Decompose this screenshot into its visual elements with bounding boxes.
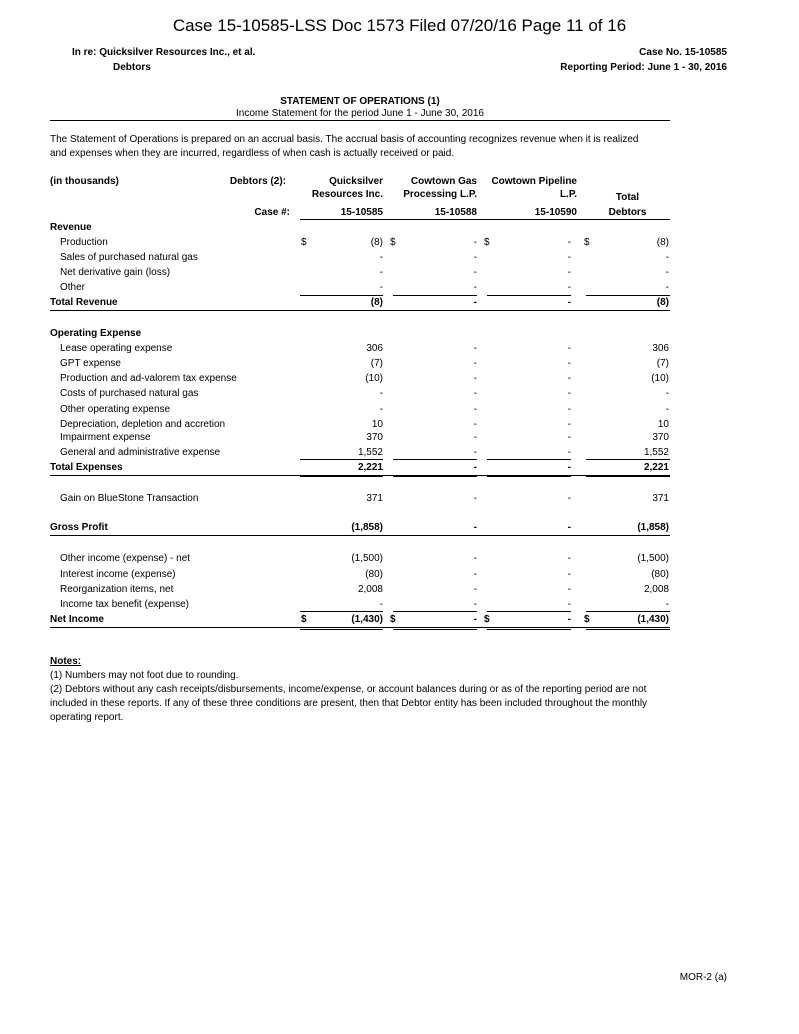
cell-production-dollar-3: $ [484,237,490,248]
row-label-sales_gas: Sales of purchased natural gas [60,252,198,263]
notes-section [50,655,670,725]
cell-ga-col3: - [567,447,571,458]
units-label: (in thousands) [50,176,119,187]
cell-dda-col4: 10 [657,419,669,430]
case-caption: In re: Quicksilver Resources Inc., et al. [72,47,256,58]
note-2: (2) Debtors without any cash receipts/disbursements, income/expense, or account balances during or as of the reporting period are not included in these reports. If any of these three conditions are present, then that Debtor entity has been included throughout the monthly operating report. [50,684,648,723]
cell-lease-col1: 306 [366,343,383,354]
col3-case: 15-10590 [534,207,577,218]
total-rule [300,459,383,460]
cell-lease-col4: 306 [652,343,669,354]
cell-other_inc-col3: - [567,553,571,564]
total-rule [586,476,670,477]
cell-total_revenue-col3: - [567,297,571,308]
cell-dda-col3: - [567,419,571,430]
cell-costs_gas-col4: - [665,388,669,399]
statement-title: STATEMENT OF OPERATIONS (1) [280,96,440,107]
cell-bluestone-col1: 371 [366,493,383,504]
cell-other_opex-col3: - [567,404,571,415]
section-rule [50,627,670,628]
cell-prodtax-col2: - [473,373,477,384]
col1-header-2: Resources Inc. [311,189,383,200]
row-label-other_rev: Other [60,282,86,293]
cell-bluestone-col3: - [567,493,571,504]
reporting-period: Reporting Period: June 1 - 30, 2016 [560,62,727,73]
cell-other_opex-col2: - [473,404,477,415]
row-label-tax: Income tax benefit (expense) [60,599,189,610]
total-rule [300,476,383,477]
total-rule [487,629,571,630]
cell-total_revenue-col2: - [473,297,477,308]
cell-gpt-col2: - [473,358,477,369]
cell-prodtax-col3: - [567,373,571,384]
cell-total_revenue-col1: (8) [370,297,383,308]
row-label-dda: Depreciation, depletion and accretion [60,419,226,430]
cell-reorg-col2: - [473,584,477,595]
cell-production-col2: - [473,237,477,248]
cell-total_exp-col4: 2,221 [643,462,669,473]
cell-reorg-col4: 2,008 [643,584,669,595]
debtors-col-label: Debtors (2): [229,176,286,187]
col1-case: 15-10585 [340,207,383,218]
total-rule [586,295,670,296]
total-rule [487,611,571,612]
cell-reorg-col1: 2,008 [357,584,383,595]
cell-other_inc-col2: - [473,553,477,564]
cell-total_revenue-col4: (8) [656,297,669,308]
total-rule [393,295,477,296]
cell-other_opex-col4: - [665,404,669,415]
cell-production-dollar-1: $ [301,237,307,248]
total-rule [586,629,670,630]
cell-derivative-col4: - [665,267,669,278]
cell-production-col1: (8) [370,237,383,248]
cell-lease-col2: - [473,343,477,354]
cell-tax-col3: - [567,599,571,610]
cell-gross-col2: - [473,522,477,533]
cell-impairment-col3: - [567,432,571,443]
total-rule [300,611,383,612]
notes-heading: Notes: [50,656,82,667]
cell-tax-col2: - [473,599,477,610]
row-label-derivative: Net derivative gain (loss) [60,267,171,278]
footer-form-id: MOR-2 (a) [679,972,727,983]
cell-derivative-col1: - [379,267,383,278]
row-label-ga: General and administrative expense [60,447,221,458]
case-number: Case No. 15-10585 [639,47,727,58]
total-rule [393,476,477,477]
cell-lease-col3: - [567,343,571,354]
opex-heading: Operating Expense [50,328,142,339]
cell-prodtax-col4: (10) [651,373,669,384]
cell-costs_gas-col3: - [567,388,571,399]
cell-reorg-col3: - [567,584,571,595]
col4-header-2: Debtors [608,207,647,218]
total-rule [487,295,571,296]
cell-net-col3: - [567,614,571,625]
row-label-other_opex: Other operating expense [60,404,171,415]
row-label-production: Production [60,237,108,248]
cell-other_opex-col1: - [379,404,383,415]
cell-production-col4: (8) [656,237,669,248]
row-label-total_revenue: Total Revenue [50,297,118,308]
note-1: (1) Numbers may not foot due to rounding. [50,670,239,681]
cell-sales_gas-col4: - [665,252,669,263]
row-label-bluestone: Gain on BlueStone Transaction [60,493,199,504]
cell-other_inc-col4: (1,500) [637,553,669,564]
cell-gross-col1: (1,858) [351,522,383,533]
case-col-label: Case #: [254,207,290,218]
cell-prodtax-col1: (10) [365,373,383,384]
statement-subtitle: Income Statement for the period June 1 - June 30, 2016 [236,108,484,119]
cell-gpt-col3: - [567,358,571,369]
cell-impairment-col2: - [473,432,477,443]
total-rule [487,459,571,460]
cell-net-dollar-1: $ [301,614,307,625]
cell-net-dollar-3: $ [484,614,490,625]
cell-bluestone-col4: 371 [652,493,669,504]
cell-total_exp-col1: 2,221 [357,462,383,473]
cell-tax-col4: - [665,599,669,610]
cell-gross-col4: (1,858) [637,522,669,533]
cell-tax-col1: - [379,599,383,610]
cell-production-col3: - [567,237,571,248]
cell-other_rev-col1: - [379,282,383,293]
cell-net-col4: (1,430) [637,614,669,625]
cell-gross-col3: - [567,522,571,533]
cell-impairment-col1: 370 [366,432,383,443]
cell-interest-col3: - [567,569,571,580]
cell-interest-col2: - [473,569,477,580]
cell-net-col1: (1,430) [351,614,383,625]
filing-banner: Case 15-10585-LSS Doc 1573 Filed 07/20/16 Page 11 of 16 [172,16,627,35]
cell-dda-col1: 10 [371,419,383,430]
cell-total_exp-col2: - [473,462,477,473]
cell-other_rev-col4: - [665,282,669,293]
col3-header-2: L.P. [559,189,577,200]
col3-header: Cowtown Pipeline [491,176,577,187]
cell-gpt-col4: (7) [656,358,669,369]
cell-interest-col1: (80) [365,569,383,580]
row-label-interest: Interest income (expense) [60,569,176,580]
section-rule [50,475,670,476]
total-rule [586,611,670,612]
row-label-prodtax: Production and ad-valorem tax expense [60,373,237,384]
cell-gpt-col1: (7) [370,358,383,369]
cell-net-dollar-2: $ [390,614,396,625]
cell-other_rev-col3: - [567,282,571,293]
row-label-other_inc: Other income (expense) - net [60,553,191,564]
cell-other_inc-col1: (1,500) [351,553,383,564]
cell-net-col2: - [473,614,477,625]
header-rule [300,219,670,220]
cell-costs_gas-col2: - [473,388,477,399]
cell-impairment-col4: 370 [652,432,669,443]
total-rule [300,629,383,630]
total-rule [393,629,477,630]
section-rule [50,310,670,311]
row-label-costs_gas: Costs of purchased natural gas [60,388,199,399]
cell-bluestone-col2: - [473,493,477,504]
row-label-lease: Lease operating expense [60,343,173,354]
title-rule [50,120,670,121]
cell-costs_gas-col1: - [379,388,383,399]
col1-header: Quicksilver [329,176,383,187]
total-rule [393,611,477,612]
debtors-label: Debtors [113,62,151,73]
cell-ga-col1: 1,552 [357,447,383,458]
col2-case: 15-10588 [434,207,477,218]
cell-derivative-col3: - [567,267,571,278]
col2-header-2: Processing L.P. [403,189,477,200]
cell-sales_gas-col2: - [473,252,477,263]
row-label-gross: Gross Profit [50,522,108,533]
cell-ga-col4: 1,552 [643,447,669,458]
row-label-reorg: Reorganization items, net [60,584,174,595]
cell-production-dollar-2: $ [390,237,396,248]
intro-paragraph: The Statement of Operations is prepared on an accrual basis. The accrual basis of accounting recognizes revenue when it is realized and expenses when they are incurred, regardless of when cash is actually received or paid. [50,134,639,159]
cell-production-dollar-4: $ [584,237,590,248]
total-rule [300,295,383,296]
row-label-total_exp: Total Expenses [50,462,123,473]
cell-total_exp-col3: - [567,462,571,473]
row-label-gpt: GPT expense [60,358,121,369]
cell-interest-col4: (80) [651,569,669,580]
total-rule [393,459,477,460]
col2-header: Cowtown Gas [410,176,477,187]
col4-header: Total [615,192,640,203]
section-rule [50,535,670,536]
revenue-heading: Revenue [50,222,92,233]
total-rule [586,459,670,460]
cell-ga-col2: - [473,447,477,458]
cell-sales_gas-col3: - [567,252,571,263]
cell-other_rev-col2: - [473,282,477,293]
cell-derivative-col2: - [473,267,477,278]
cell-sales_gas-col1: - [379,252,383,263]
cell-net-dollar-4: $ [584,614,590,625]
total-rule [487,476,571,477]
row-label-impairment: Impairment expense [60,432,151,443]
cell-dda-col2: - [473,419,477,430]
row-label-net: Net Income [50,614,104,625]
